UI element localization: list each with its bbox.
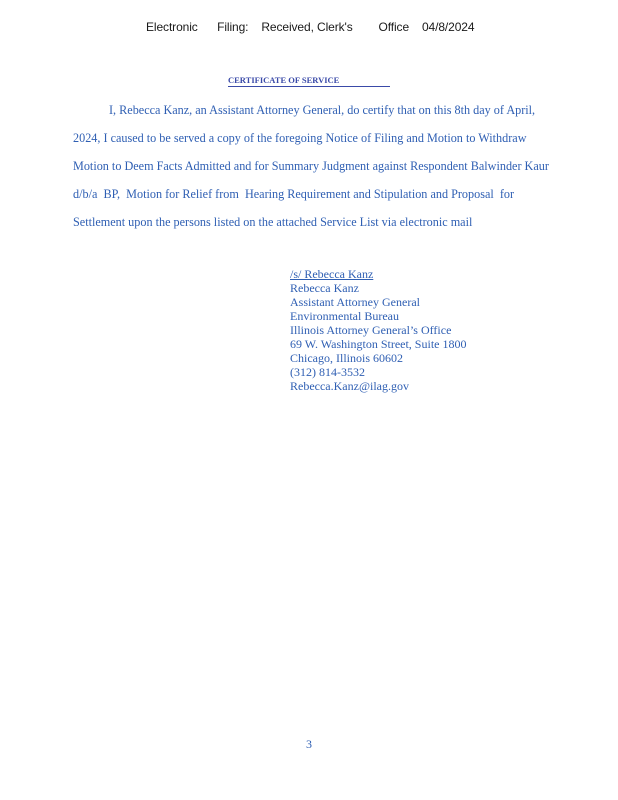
email-address: Rebecca.Kanz@ilag.gov [290,379,409,393]
title-underline [228,86,390,87]
filing-stamp-header: Electronic Filing: Received, Clerk's Office 04/8/2024 [146,20,475,34]
certificate-body [73,96,603,236]
signature-block [290,267,466,393]
electronic-signature: /s/ Rebecca Kanz [290,267,374,281]
address-line-2: Chicago, Illinois 60602 [290,351,403,365]
signer-bureau: Environmental Bureau [290,309,399,323]
signer-office: Illinois Attorney General’s Office [290,323,452,337]
page-number: 3 [306,737,312,751]
phone-number: (312) 814-3532 [290,365,365,379]
signer-name: Rebecca Kanz [290,281,359,295]
body-line-4: d/b/a BP, Motion for Relief from Hearing Requirement and Stipulation and Proposal for [73,187,515,201]
address-line-1: 69 W. Washington Street, Suite 1800 [290,337,467,351]
body-line-5: Settlement upon the persons listed on the attached Service List via electronic mail [73,215,473,229]
body-line-1: I, Rebecca Kanz, an Assistant Attorney General, do certify that on this 8th day of April, [109,103,536,117]
body-line-3: Motion to Deem Facts Admitted and for Summary Judgment against Respondent Balwinder Kaur [73,159,549,173]
signer-title: Assistant Attorney General [290,295,420,309]
body-line-2: 2024, I caused to be served a copy of the foregoing Notice of Filing and Motion to Withdraw [73,131,527,145]
certificate-title: CERTIFICATE OF SERVICE [228,75,340,85]
